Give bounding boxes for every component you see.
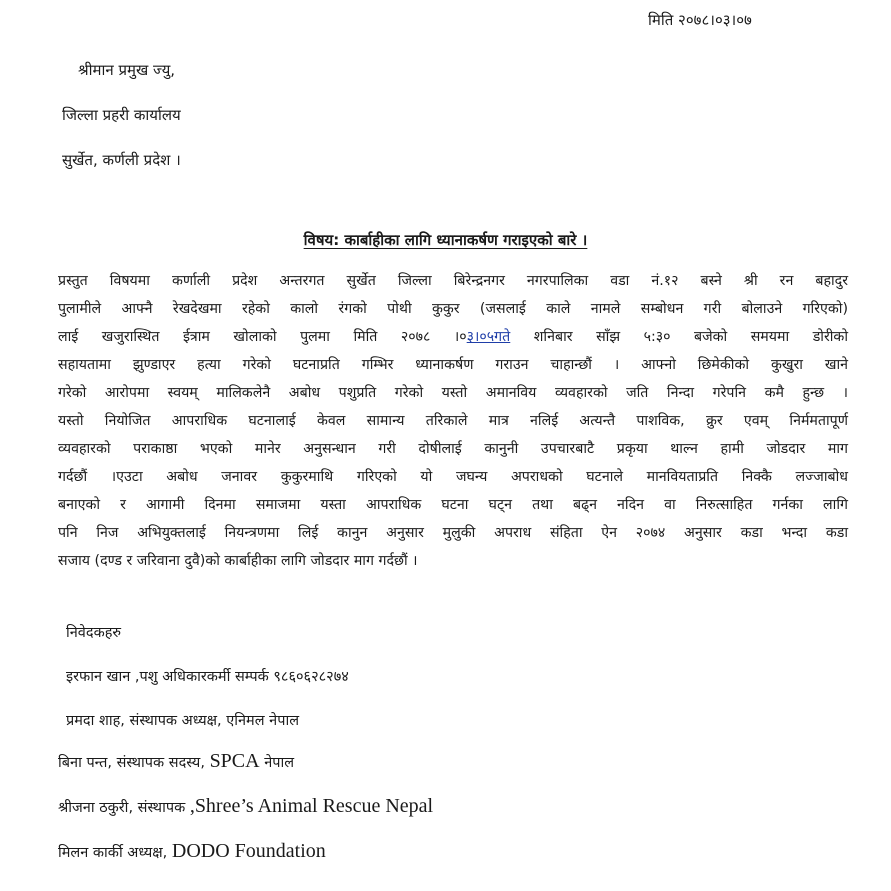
date-hyperlink[interactable]: ३।०५गते — [466, 329, 511, 345]
body-line: पनि निज अभियुक्तलाई नियन्त्रणमा लिई कानुन अनुसार मुलुकी अपराध संहिता ऐन २०७४ अनुसार कडा भन्दा कडा — [58, 525, 848, 541]
signatory-3 — [58, 750, 294, 773]
body-line: बनाएको र आगामी दिनमा समाजमा यस्ता आपराधिक घटना घट्न तथा बढ्न नदिन वा निरुत्साहित गर्नका लागि — [58, 497, 848, 513]
subject-text: विषय: कार्बाहीका लागि ध्यानाकर्षण गराइएको बारे । — [303, 231, 588, 249]
addressee-title: श्रीमान प्रमुख ज्यु, — [78, 61, 176, 79]
signatory-3-tail: नेपाल — [259, 755, 295, 771]
subject-line — [0, 230, 891, 250]
signatory-4-org: ,Shree’s Animal Rescue Nepal — [189, 795, 434, 817]
body-line: व्यवहारको पराकाष्ठा भएको मानेर अनुसन्धान गरी दोषीलाई कानुनी उपचारबाटै प्रकृया थाल्न हामी जोडदार माग — [58, 441, 848, 457]
body-line: सहायतामा झुण्डाएर हत्या गरेको घटनाप्रति गम्भिर ध्यानाकर्षण गराउन चाहान्छौं । आफ्नो छिमेकीको कुखुरा खाने — [58, 357, 848, 373]
addressee-office: जिल्ला प्रहरी कार्यालय — [62, 106, 181, 124]
signatory-1: इरफान खान ,पशु अधिकारकर्मी सम्पर्क ९८६०६२८२७४ — [66, 669, 349, 685]
addressee-location: सुर्खेत, कर्णली प्रदेश । — [62, 151, 181, 169]
body-line — [58, 323, 848, 351]
body-line: गरेको आरोपमा स्वयम् मालिकलेनै अबोध पशुप्रति गरेको यस्तो अमानविय व्यवहारको जति निन्दा गरेपनि कमै हुन्छ । — [58, 385, 848, 401]
signatory-5 — [58, 840, 326, 863]
body-line-pre: लाई खजुरास्थित ईत्राम खोलाको पुलमा मिति २०७८ ।० — [58, 329, 467, 345]
signatory-5-org: DODO Foundation — [171, 840, 326, 862]
signatory-4-name: श्रीजना ठकुरी, संस्थापक — [58, 800, 190, 816]
body-line: गर्दछौं ।एउटा अबोध जनावर कुकुरमाथि गरिएको यो जघन्य अपराधको घटनाले मानवियताप्रति निक्कै लज्जाबोध — [58, 469, 848, 485]
body-line: सजाय (दण्ड र जरिवाना दुवै)को कार्बाहीका लागि जोडदार माग गर्दछौं । — [58, 553, 418, 569]
signatory-3-org: SPCA — [209, 750, 260, 772]
signatory-2: प्रमदा शाह, संस्थापक अध्यक्ष, एनिमल नेपाल — [66, 713, 300, 729]
signatory-3-name: बिना पन्त, संस्थापक सदस्य, — [58, 755, 210, 771]
letter-date: मिति २०७८।०३।०७ — [648, 11, 752, 29]
letter-body — [58, 267, 848, 575]
signatory-5-name: मिलन कार्की अध्यक्ष, — [58, 845, 172, 861]
signatories-heading: निवेदकहरु — [66, 625, 122, 641]
body-line-post: शनिबार साँझ ५:३० बजेको समयमा डोरीको — [510, 329, 849, 345]
signatory-4 — [58, 795, 433, 818]
body-line: प्रस्तुत विषयमा कर्णाली प्रदेश अन्तरगत सुर्खेत जिल्ला बिरेन्द्रनगर नगरपालिका वडा नं.१२ बस्ने श्री रन बहादुर — [58, 273, 848, 289]
body-line: यस्तो नियोजित आपराधिक घटनालाई केवल सामान्य तरिकाले मात्र नलिई अत्यन्तै पाशविक, क्रुर एवम् निर्ममतापूर्ण — [58, 413, 848, 429]
body-line: पुलामीले आफ्नै रेखदेखमा रहेको कालो रंगको पोथी कुकुर (जसलाई काले नामले सम्बोधन गरी बोलाउने गरिएको) — [58, 301, 848, 317]
